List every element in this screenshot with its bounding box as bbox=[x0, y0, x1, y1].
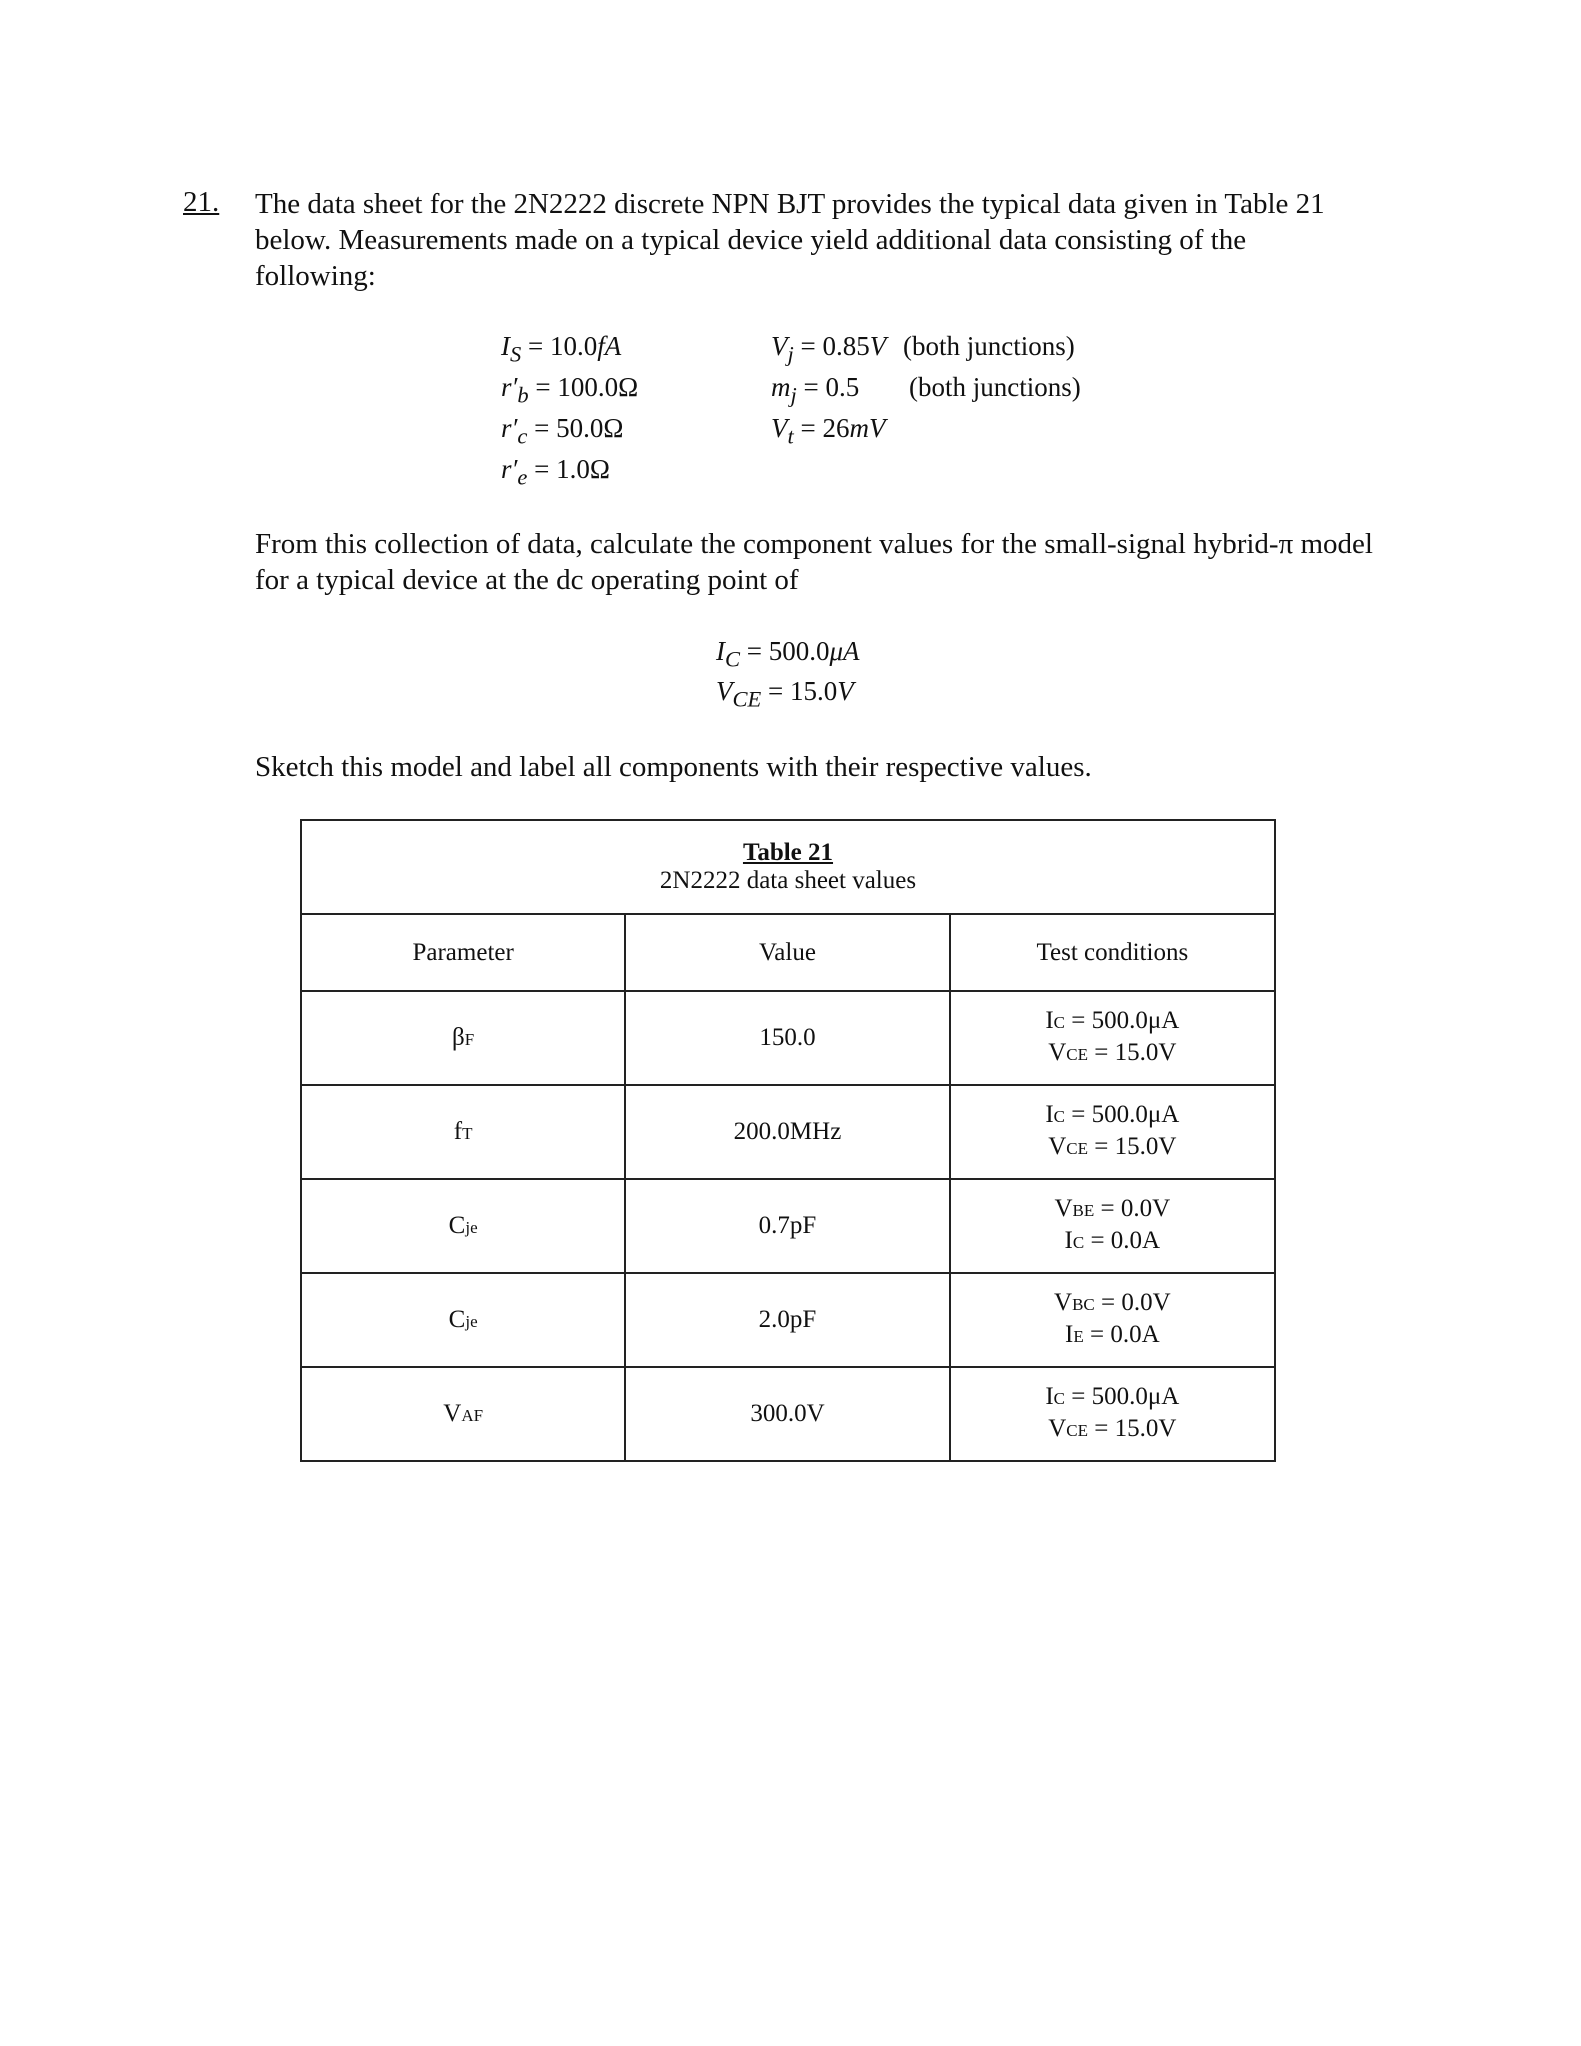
parameter-cell: Cje bbox=[301, 1273, 625, 1367]
note-vj: (both junctions) bbox=[903, 331, 1075, 361]
table-subtitle: 2N2222 data sheet values bbox=[659, 867, 917, 894]
question-number: 21. bbox=[183, 186, 220, 218]
param-rc: $r'_c = 50.0\Omega$ bbox=[501, 413, 624, 449]
param-is: $I_S = 10.0fA$ bbox=[501, 331, 622, 367]
conditions-cell: VBC = 0.0V IE = 0.0A bbox=[950, 1273, 1275, 1367]
conditions-cell: IC = 500.0μA VCE = 15.0V bbox=[950, 1085, 1275, 1179]
conditions-cell: IC = 500.0μA VCE = 15.0V bbox=[950, 991, 1275, 1085]
intro-paragraph: The data sheet for the 2N2222 discrete NPN BJT provides the typical data given in Table 21 below. Measurements made on a typical device yield additional data consisting of the following: bbox=[255, 188, 1325, 292]
value-cell: 2.0pF bbox=[625, 1273, 949, 1367]
measured-params-left bbox=[501, 326, 638, 490]
conditions-cell: VBE = 0.0V IC = 0.0A bbox=[950, 1179, 1275, 1273]
sketch-instruction: Sketch this model and label all components with their respective values. bbox=[255, 751, 1092, 783]
param-rb: $r'_b = 100.0\Omega$ bbox=[501, 372, 639, 408]
table-title: Table 21 bbox=[742, 839, 834, 866]
table-row bbox=[301, 1085, 1275, 1179]
junction-notes bbox=[903, 326, 1081, 408]
conditions-cell: IC = 500.0μA VCE = 15.0V bbox=[950, 1367, 1275, 1461]
table-row bbox=[301, 1367, 1275, 1461]
note-mj: (both junctions) bbox=[909, 372, 1081, 402]
table-row bbox=[301, 1179, 1275, 1273]
parameter-cell: βF bbox=[301, 991, 625, 1085]
table-caption bbox=[301, 820, 1275, 914]
value-cell: 300.0V bbox=[625, 1367, 949, 1461]
data-sheet-table bbox=[300, 819, 1276, 1462]
measured-params-right bbox=[771, 326, 886, 449]
value-cell: 200.0MHz bbox=[625, 1085, 949, 1179]
op-vce: $V_{CE} = 15.0V$ bbox=[716, 676, 854, 712]
op-ic: $I_C = 500.0\mu A$ bbox=[716, 636, 860, 672]
table-row bbox=[301, 1273, 1275, 1367]
instruction-paragraph: From this collection of data, calculate the component values for the small-signal hybrid-π model for a typical device at the dc operating point of bbox=[255, 528, 1373, 596]
header-parameter: Parameter bbox=[301, 914, 625, 991]
header-value: Value bbox=[625, 914, 949, 991]
parameter-cell: fT bbox=[301, 1085, 625, 1179]
param-mj: $m_j = 0.5$ bbox=[771, 372, 860, 408]
parameter-cell: Cje bbox=[301, 1179, 625, 1273]
value-cell: 0.7pF bbox=[625, 1179, 949, 1273]
operating-point bbox=[716, 631, 860, 711]
value-cell: 150.0 bbox=[625, 991, 949, 1085]
parameter-cell: VAF bbox=[301, 1367, 625, 1461]
header-test-conditions: Test conditions bbox=[950, 914, 1275, 991]
param-re: $r'_e = 1.0\Omega$ bbox=[501, 454, 610, 490]
table-row bbox=[301, 991, 1275, 1085]
param-vt: $V_t = 26mV$ bbox=[771, 413, 886, 449]
param-vj: $V_j = 0.85V$ bbox=[771, 331, 887, 367]
